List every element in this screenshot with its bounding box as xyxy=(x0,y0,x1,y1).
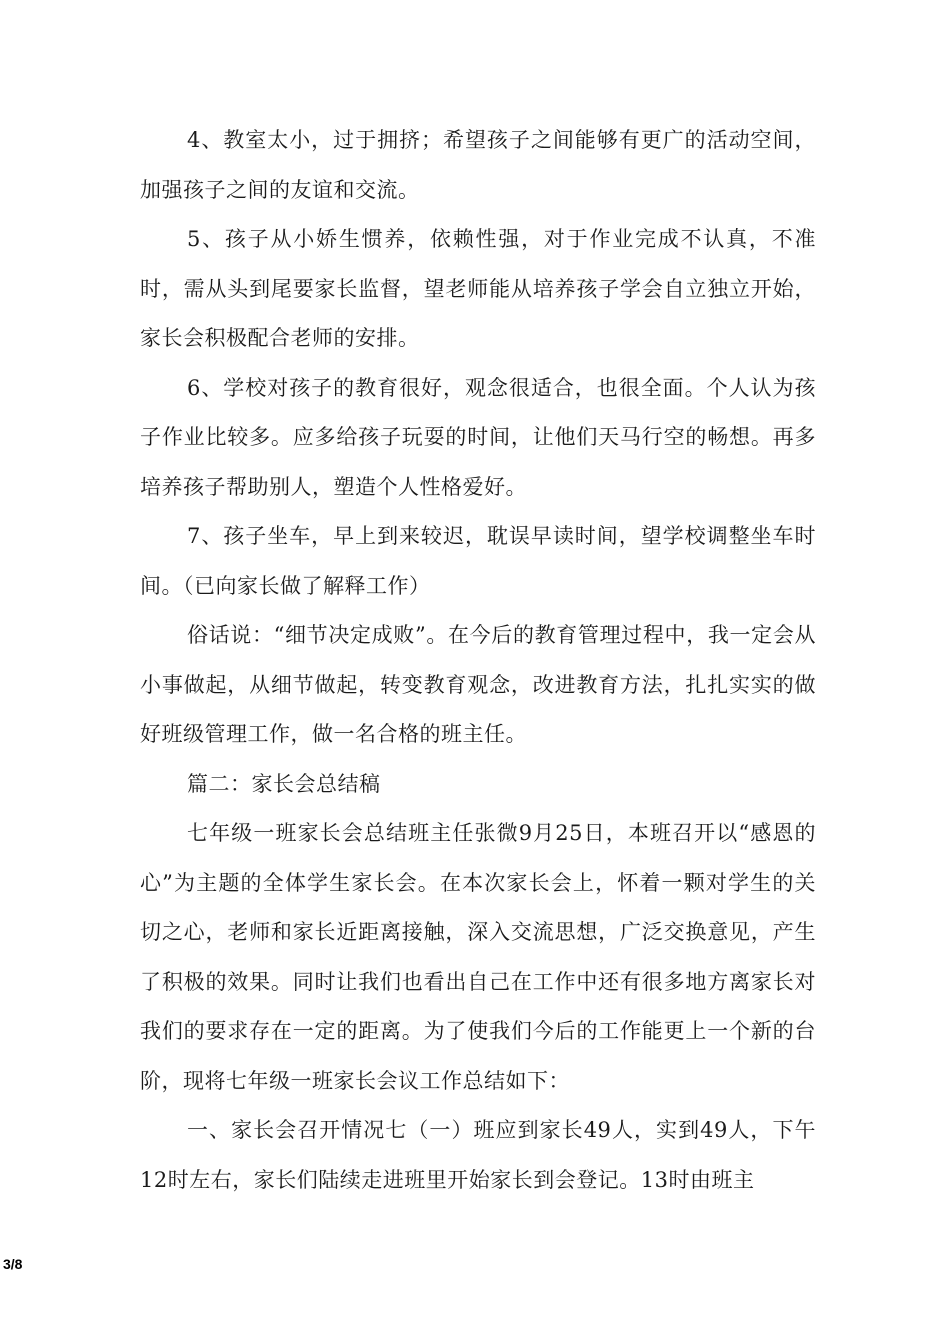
document-body xyxy=(140,116,816,1205)
paragraph-item-5: 5、孩子从小娇生惯养，依赖性强，对于作业完成不认真，不准时，需从头到尾要家长监督，望老师能从培养孩子学会自立独立开始，家长会积极配合老师的安排。 xyxy=(140,227,816,350)
section-heading: 篇二：家长会总结稿 xyxy=(187,771,381,796)
paragraph-item-7: 7、孩子坐车，早上到来较迟，耽误早读时间，望学校调整坐车时间。（已向家长做了解释工作） xyxy=(140,524,816,598)
paragraph-item-6: 6、学校对孩子的教育很好，观念很适合，也很全面。个人认为孩子作业比较多。应多给孩子玩耍的时间，让他们天马行空的畅想。再多培养孩子帮助别人，塑造个人性格爱好。 xyxy=(140,375,816,499)
paragraph-section-one: 一、家长会召开情况七（一）班应到家长49人，实到49人，下午12时左右，家长们陆续走进班里开始家长到会登记。13时由班主 xyxy=(140,1118,816,1192)
paragraph-intro: 七年级一班家长会总结班主任张微9月25日，本班召开以“感恩的心”为主题的全体学生家长会。在本次家长会上，怀着一颗对学生的关切之心，老师和家长近距离接触，深入交流思想，广泛交换意见，产生了积极的效果。同时让我们也看出自己在工作中还有很多地方离家长对我们的要求存在一定的距离。为了使我们今后的工作能更上一个新的台阶，现将七年级一班家长会议工作总结如下： xyxy=(140,821,816,1093)
page-number: 3/8 xyxy=(3,1256,23,1272)
paragraph-item-4: 4、教室太小，过于拥挤；希望孩子之间能够有更广的活动空间，加强孩子之间的友谊和交流。 xyxy=(140,128,816,202)
paragraph-conclusion: 俗话说：“细节决定成败”。在今后的教育管理过程中，我一定会从小事做起，从细节做起，转变教育观念，改进教育方法，扎扎实实的做好班级管理工作，做一名合格的班主任。 xyxy=(140,623,816,746)
